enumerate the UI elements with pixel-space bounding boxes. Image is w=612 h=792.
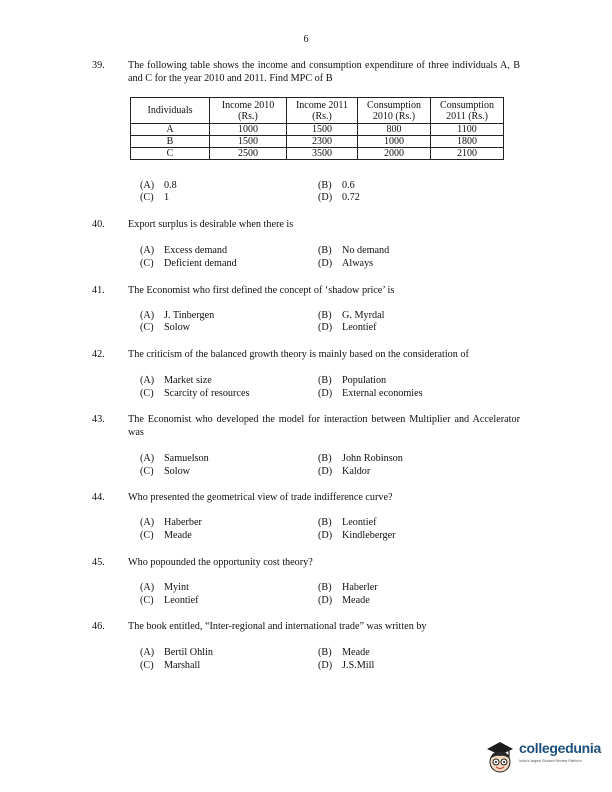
option-text: G. Myrdal	[342, 310, 385, 321]
option-label: (B)	[318, 180, 332, 191]
option-d[interactable]	[318, 258, 373, 271]
option-text: Market size	[164, 375, 212, 386]
option-text: John Robinson	[342, 453, 403, 464]
option-a[interactable]	[140, 647, 213, 660]
question-number: 43.	[92, 414, 105, 425]
option-d[interactable]	[318, 388, 423, 401]
option-text: No demand	[342, 245, 390, 256]
page-number: 6	[303, 34, 309, 45]
table-cell: 2500	[210, 148, 287, 160]
option-c[interactable]	[140, 322, 190, 335]
option-text: 0.6	[342, 180, 355, 191]
option-text: Always	[342, 258, 374, 269]
option-label: (D)	[318, 388, 333, 399]
option-b[interactable]	[318, 647, 370, 660]
option-d[interactable]	[318, 595, 370, 608]
option-d[interactable]	[318, 322, 377, 335]
option-label: (C)	[140, 595, 154, 606]
option-text: Population	[342, 375, 387, 386]
option-text: Leontief	[342, 322, 377, 333]
option-label: (A)	[140, 180, 155, 191]
option-b[interactable]	[318, 310, 384, 323]
option-text: J.S.Mill	[342, 660, 375, 671]
question-text: The Economist who first defined the concept of ‘shadow price’ is	[128, 285, 395, 296]
option-text: Haberber	[164, 517, 202, 528]
option-label: (D)	[318, 258, 333, 269]
option-text: Samuelson	[164, 453, 209, 464]
option-a[interactable]	[140, 180, 177, 193]
table-cell: 800	[358, 124, 431, 136]
table-cell: B	[131, 136, 210, 148]
option-b[interactable]	[318, 180, 355, 193]
option-label: (A)	[140, 375, 155, 386]
question-number: 40.	[92, 219, 105, 230]
table-cell: 1500	[287, 124, 358, 136]
option-text: 1	[164, 192, 170, 203]
option-d[interactable]	[318, 530, 396, 543]
option-d[interactable]	[318, 660, 374, 673]
option-a[interactable]	[140, 517, 202, 530]
option-c[interactable]	[140, 388, 249, 401]
table-row	[131, 136, 504, 148]
mascot-icon	[483, 737, 517, 777]
question-text: Who popounded the opportunity cost theory?	[128, 557, 313, 568]
option-a[interactable]	[140, 245, 227, 258]
option-text: Bertil Ohlin	[164, 647, 213, 658]
option-label: (A)	[140, 582, 155, 593]
option-a[interactable]	[140, 582, 189, 595]
option-label: (D)	[318, 530, 333, 541]
option-text: Haberler	[342, 582, 378, 593]
option-b[interactable]	[318, 453, 403, 466]
question-number: 44.	[92, 492, 105, 503]
question-number: 46.	[92, 621, 105, 632]
table-header: Individuals	[131, 98, 210, 124]
option-text: 0.72	[342, 192, 360, 203]
table-cell: 1100	[431, 124, 504, 136]
option-text: Myint	[164, 582, 189, 593]
option-label: (C)	[140, 466, 154, 477]
question-number: 42.	[92, 349, 105, 360]
option-c[interactable]	[140, 258, 237, 271]
option-text: Kaldor	[342, 466, 371, 477]
table-cell: 1500	[210, 136, 287, 148]
option-label: (C)	[140, 388, 154, 399]
option-text: Meade	[164, 530, 192, 541]
option-label: (D)	[318, 322, 333, 333]
logo-name: collegedunia	[519, 740, 601, 756]
option-text: Meade	[342, 647, 370, 658]
option-text: 0.8	[164, 180, 177, 191]
table-cell: 2100	[431, 148, 504, 160]
option-label: (D)	[318, 660, 333, 671]
option-label: (B)	[318, 647, 332, 658]
table-cell: 1000	[358, 136, 431, 148]
option-b[interactable]	[318, 245, 389, 258]
option-label: (A)	[140, 310, 155, 321]
option-a[interactable]	[140, 453, 209, 466]
option-label: (B)	[318, 582, 332, 593]
option-c[interactable]	[140, 595, 199, 608]
option-a[interactable]	[140, 375, 212, 388]
option-text: Kindleberger	[342, 530, 396, 541]
option-d[interactable]	[318, 192, 360, 205]
question-number: 41.	[92, 285, 105, 296]
option-d[interactable]	[318, 466, 370, 479]
question-text: Who presented the geometrical view of trade indifference curve?	[128, 492, 393, 503]
option-label: (B)	[318, 245, 332, 256]
logo-tagline: India's largest Student Review Platform	[519, 759, 582, 763]
option-label: (A)	[140, 647, 155, 658]
option-b[interactable]	[318, 517, 377, 530]
option-text: Meade	[342, 595, 370, 606]
option-text: External economies	[342, 388, 423, 399]
option-label: (D)	[318, 595, 333, 606]
table-cell: 2300	[287, 136, 358, 148]
table-cell: A	[131, 124, 210, 136]
table-cell: 1000	[210, 124, 287, 136]
option-b[interactable]	[318, 375, 386, 388]
option-text: Excess demand	[164, 245, 228, 256]
table-cell: 2000	[358, 148, 431, 160]
question-text: Export surplus is desirable when there is	[128, 219, 294, 230]
option-label: (C)	[140, 192, 154, 203]
question-number: 39.	[92, 60, 105, 71]
option-label: (A)	[140, 245, 155, 256]
income-consumption-table	[130, 97, 504, 160]
table-cell: 1800	[431, 136, 504, 148]
option-label: (D)	[318, 466, 333, 477]
option-text: Leontief	[342, 517, 377, 528]
option-text: Leontief	[164, 595, 199, 606]
table-cell: C	[131, 148, 210, 160]
question-text: The book entitled, “Inter-regional and international trade” was written by	[128, 621, 427, 632]
option-label: (B)	[318, 453, 332, 464]
table-header: Consumption 2010 (Rs.)	[358, 98, 431, 124]
option-text: Solow	[164, 322, 191, 333]
option-c[interactable]	[140, 660, 200, 673]
option-text: J. Tinbergen	[164, 310, 215, 321]
table-row	[131, 124, 504, 136]
option-label: (C)	[140, 258, 154, 269]
option-label: (C)	[140, 660, 154, 671]
option-label: (A)	[140, 453, 155, 464]
question-text: The following table shows the income and consumption expenditure of three individuals A, B and C for the year 2010 and 2011. Find MPC of B	[128, 60, 520, 84]
table-row	[131, 148, 504, 160]
table-header: Income 2011 (Rs.)	[287, 98, 358, 124]
option-c[interactable]	[140, 466, 190, 479]
option-text: Deficient demand	[164, 258, 237, 269]
option-label: (A)	[140, 517, 155, 528]
option-c[interactable]	[140, 530, 192, 543]
question-text: The criticism of the balanced growth theory is mainly based on the consideration of	[128, 349, 469, 360]
table-header-row	[131, 98, 504, 124]
option-label: (D)	[318, 192, 333, 203]
option-text: Solow	[164, 466, 191, 477]
question-number: 45.	[92, 557, 105, 568]
option-a[interactable]	[140, 310, 214, 323]
option-text: Scarcity of resources	[164, 388, 250, 399]
option-b[interactable]	[318, 582, 378, 595]
table-header: Consumption 2011 (Rs.)	[431, 98, 504, 124]
option-label: (B)	[318, 517, 332, 528]
question-text: The Economist who developed the model for interaction between Multiplier and Accelerator was	[128, 414, 520, 438]
table-header: Income 2010 (Rs.)	[210, 98, 287, 124]
option-text: Marshall	[164, 660, 201, 671]
collegedunia-logo[interactable]	[483, 737, 601, 777]
option-label: (C)	[140, 530, 154, 541]
option-label: (C)	[140, 322, 154, 333]
table-cell: 3500	[287, 148, 358, 160]
option-label: (B)	[318, 310, 332, 321]
option-c[interactable]	[140, 192, 169, 205]
option-label: (B)	[318, 375, 332, 386]
